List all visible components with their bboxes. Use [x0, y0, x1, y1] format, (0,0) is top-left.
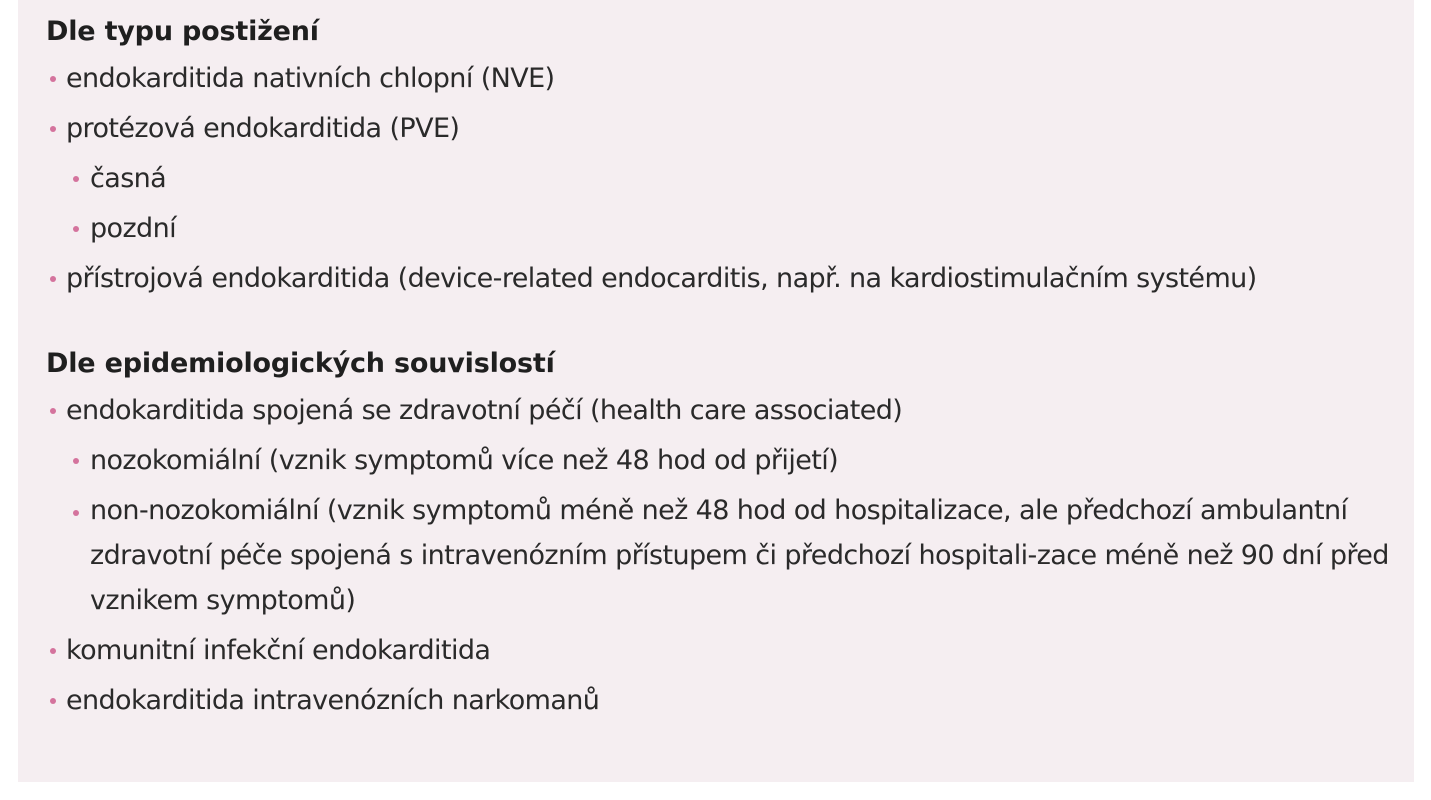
list-item: protézová endokarditida (PVE) [46, 104, 1414, 154]
list-item: komunitní infekční endokarditida [46, 626, 1414, 676]
sub-list-item: časná [46, 154, 1414, 204]
section-heading: Dle typu postižení [46, 16, 319, 47]
classification-panel [18, 0, 1414, 782]
sub-list-item: non-nozokomiální (vznik symptomů méně než 48 hod od hospitalizace, ale předchozí ambulantní zdravotní péče spojená s intravenózním přístupem či předchozí hospitali-zace méně než 90 dní před vznikem symptomů) [46, 486, 1390, 626]
sub-list-item: pozdní [46, 204, 1414, 254]
list-item: endokarditida intravenózních narkomanů [46, 676, 1414, 726]
section-epidemiological [46, 346, 1414, 726]
list-item: přístrojová endokarditida (device-related endocarditis, např. na kardiostimulačním systému) [46, 254, 1414, 304]
item-list [46, 386, 1414, 726]
sub-list-item: nozokomiální (vznik symptomů více než 48 hod od přijetí) [46, 436, 1414, 486]
section-type-of-involvement [46, 14, 1414, 304]
item-list [46, 54, 1414, 304]
section-heading: Dle epidemiologických souvislostí [46, 348, 555, 379]
list-item: endokarditida spojená se zdravotní péčí (health care associated) [46, 386, 1414, 436]
list-item: endokarditida nativních chlopní (NVE) [46, 54, 1414, 104]
